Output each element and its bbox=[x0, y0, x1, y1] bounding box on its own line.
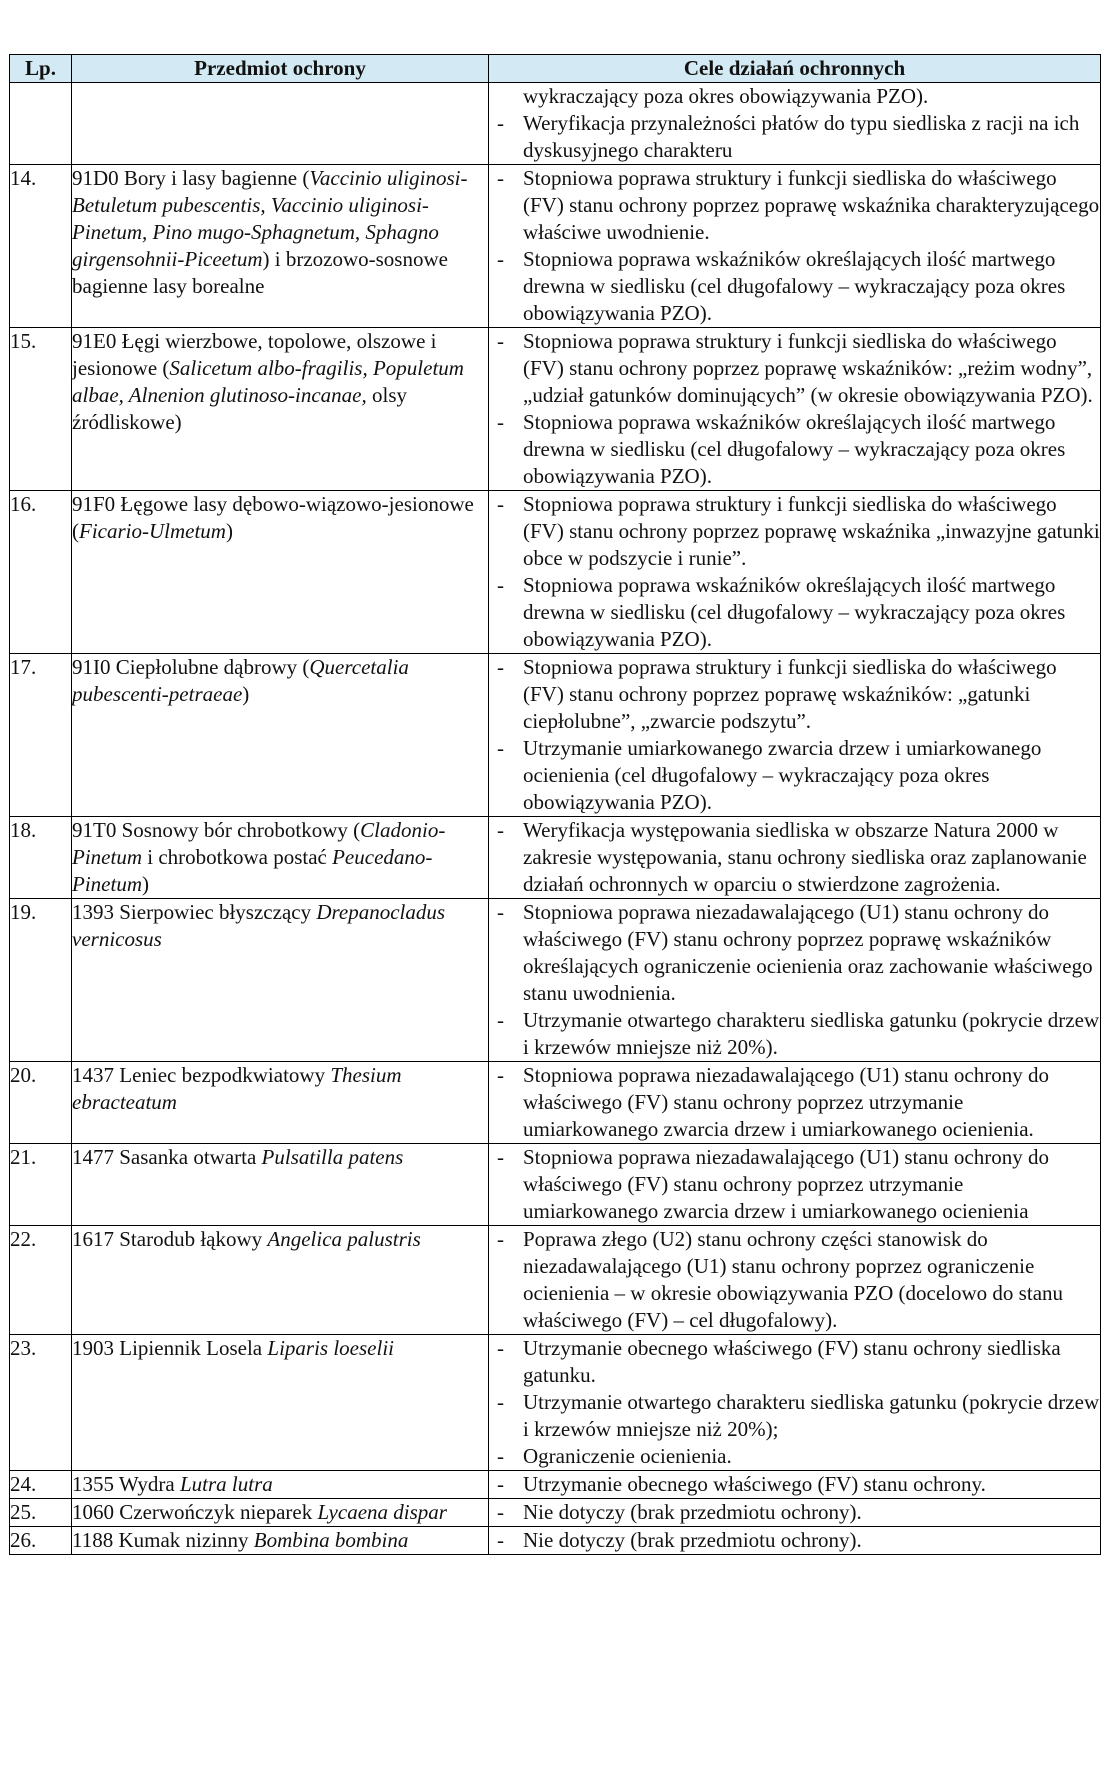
goals-cell bbox=[489, 654, 1101, 817]
table-row bbox=[10, 491, 1101, 654]
goals-cell bbox=[489, 1499, 1101, 1527]
lp-cell: 21. bbox=[10, 1144, 72, 1226]
goal-item bbox=[489, 328, 1100, 409]
subject-cell bbox=[72, 1335, 489, 1471]
dash-bullet: - bbox=[497, 329, 504, 353]
table-row bbox=[10, 328, 1101, 491]
goals-cell bbox=[489, 1471, 1101, 1499]
table-row bbox=[10, 1226, 1101, 1335]
dash-bullet: - bbox=[497, 1528, 504, 1552]
subject-text: 91E0 Łęgi wierzbowe, topolowe, olszowe i jesionowe ( bbox=[72, 329, 437, 380]
latin-name: Lutra lutra bbox=[180, 1472, 273, 1496]
dash-bullet: - bbox=[497, 1145, 504, 1169]
subject-text: 1060 Czerwończyk nieparek bbox=[72, 1500, 318, 1524]
subject-cell bbox=[72, 1499, 489, 1527]
lp-cell: 17. bbox=[10, 654, 72, 817]
lp-cell: 23. bbox=[10, 1335, 72, 1471]
goal-item bbox=[489, 409, 1100, 490]
subject-cell bbox=[72, 1226, 489, 1335]
goal-text: Utrzymanie umiarkowanego zwarcia drzew i umiarkowanego ocienienia (cel długofalowy – wykraczający poza okres obowiązywania PZO). bbox=[523, 736, 1042, 814]
goal-item bbox=[489, 491, 1100, 572]
subject-text: 1188 Kumak nizinny bbox=[72, 1528, 254, 1552]
goal-text: Stopniowa poprawa niezadawalającego (U1) stanu ochrony do właściwego (FV) stanu ochrony poprzez utrzymanie umiarkowanego zwarcia drzew i umiarkowanego ocienienia bbox=[523, 1145, 1049, 1223]
lp-cell: 19. bbox=[10, 899, 72, 1062]
goal-text: Utrzymanie otwartego charakteru siedliska gatunku (pokrycie drzew i krzewów mniejsze niż 20%). bbox=[523, 1008, 1100, 1059]
goal-text: Ograniczenie ocienienia. bbox=[523, 1444, 732, 1468]
lp-cell: 20. bbox=[10, 1062, 72, 1144]
subject-cell bbox=[72, 491, 489, 654]
goal-text: Stopniowa poprawa struktury i funkcji siedliska do właściwego (FV) stanu ochrony poprzez poprawę wskaźników: „reżim wodny”, „udział gatunków dominujących” (w okresie obowiązywania PZO). bbox=[523, 329, 1093, 407]
goals-cell bbox=[489, 328, 1101, 491]
goal-item bbox=[489, 1471, 1100, 1498]
latin-name: Angelica palustris bbox=[267, 1227, 421, 1251]
goal-text: Weryfikacja występowania siedliska w obszarze Natura 2000 w zakresie występowania, stanu ochrony siedliska oraz zaplanowanie działań ochronnych w oparciu o stwierdzone zagrożenia. bbox=[523, 818, 1087, 896]
table-row bbox=[10, 1335, 1101, 1471]
goal-item bbox=[489, 1062, 1100, 1143]
goal-item bbox=[489, 110, 1100, 164]
dash-bullet: - bbox=[497, 1500, 504, 1524]
goals-cell bbox=[489, 1144, 1101, 1226]
subject-text: 91D0 Bory i lasy bagienne ( bbox=[72, 166, 310, 190]
goal-item bbox=[489, 1226, 1100, 1334]
dash-bullet: - bbox=[497, 1063, 504, 1087]
dash-bullet: - bbox=[497, 247, 504, 271]
header-subject: Przedmiot ochrony bbox=[72, 55, 489, 83]
dash-bullet: - bbox=[497, 1444, 504, 1468]
subject-cell bbox=[72, 328, 489, 491]
goal-continuation-text: wykraczający poza okres obowiązywania PZO). bbox=[523, 84, 929, 108]
dash-bullet: - bbox=[497, 111, 504, 135]
dash-bullet: - bbox=[497, 573, 504, 597]
latin-name: Vaccinio uliginosi-Betuletum pubescentis, Vaccinio uliginosi-Pinetum, Pino mugo-Sphagnetum, Sphagno girgensohnii-Piceetum bbox=[72, 166, 468, 271]
latin-name: Lycaena dispar bbox=[317, 1500, 447, 1524]
table-row bbox=[10, 1062, 1101, 1144]
goal-text: Stopniowa poprawa niezadawalającego (U1) stanu ochrony do właściwego (FV) stanu ochrony poprzez utrzymanie umiarkowanego zwarcia drzew i umiarkowanego ocienienia. bbox=[523, 1063, 1049, 1141]
subject-text: 1903 Lipiennik Losela bbox=[72, 1336, 268, 1360]
subject-cell bbox=[72, 817, 489, 899]
goal-item bbox=[489, 735, 1100, 816]
dash-bullet: - bbox=[497, 900, 504, 924]
goal-text: Stopniowa poprawa struktury i funkcji siedliska do właściwego (FV) stanu ochrony poprzez poprawę wskaźników: „gatunki ciepłolubne”, „zwarcie podszytu”. bbox=[523, 655, 1057, 733]
subject-text: 91I0 Ciepłolubne dąbrowy ( bbox=[72, 655, 310, 679]
latin-name: Liparis loeselii bbox=[267, 1336, 394, 1360]
header-row bbox=[10, 55, 1101, 83]
table-row bbox=[10, 899, 1101, 1062]
goal-text: Stopniowa poprawa struktury i funkcji siedliska do właściwego (FV) stanu ochrony poprzez poprawę wskaźnika charakteryzującego właściwe uwodnienie. bbox=[523, 166, 1100, 244]
goals-cell bbox=[489, 1527, 1101, 1555]
latin-name: Peucedano-Pinetum bbox=[72, 845, 433, 896]
dash-bullet: - bbox=[497, 1390, 504, 1414]
dash-bullet: - bbox=[497, 1008, 504, 1032]
lp-cell: 22. bbox=[10, 1226, 72, 1335]
dash-bullet: - bbox=[497, 1336, 504, 1360]
dash-bullet: - bbox=[497, 1472, 504, 1496]
goal-text: Utrzymanie otwartego charakteru siedliska gatunku (pokrycie drzew i krzewów mniejsze niż 20%); bbox=[523, 1390, 1100, 1441]
subject-text: ) bbox=[242, 682, 250, 706]
subject-cell bbox=[72, 654, 489, 817]
latin-name: Pulsatilla patens bbox=[261, 1145, 404, 1169]
goal-item bbox=[489, 1335, 1100, 1389]
goal-text: Stopniowa poprawa wskaźników określających ilość martwego drewna w siedlisku (cel długofalowy – wykraczający poza okres obowiązywania PZO). bbox=[523, 247, 1066, 325]
lp-cell: 15. bbox=[10, 328, 72, 491]
goals-cell bbox=[489, 1335, 1101, 1471]
goal-text: Stopniowa poprawa wskaźników określających ilość martwego drewna w siedlisku (cel długofalowy – wykraczający poza okres obowiązywania PZO). bbox=[523, 573, 1066, 651]
subject-text: 1355 Wydra bbox=[72, 1472, 180, 1496]
goal-item bbox=[489, 572, 1100, 653]
goals-cell bbox=[489, 899, 1101, 1062]
latin-name: Quercetalia pubescenti-petraeae bbox=[72, 655, 409, 706]
subject-cell bbox=[72, 1144, 489, 1226]
goal-item bbox=[489, 1389, 1100, 1443]
lp-cell: 14. bbox=[10, 165, 72, 328]
subject-text: 91F0 Łęgowe lasy dębowo-wiązowo-jesionowe ( bbox=[72, 492, 474, 543]
dash-bullet: - bbox=[497, 166, 504, 190]
dash-bullet: - bbox=[497, 1227, 504, 1251]
subject-cell bbox=[72, 1527, 489, 1555]
goal-item bbox=[489, 1499, 1100, 1526]
subject-cell bbox=[72, 83, 489, 165]
goal-item bbox=[489, 1144, 1100, 1225]
subject-cell bbox=[72, 1471, 489, 1499]
goal-text: Nie dotyczy (brak przedmiotu ochrony). bbox=[523, 1500, 862, 1524]
header-lp: Lp. bbox=[10, 55, 72, 83]
goal-text: Nie dotyczy (brak przedmiotu ochrony). bbox=[523, 1528, 862, 1552]
subject-text: ) bbox=[225, 519, 233, 543]
dash-bullet: - bbox=[497, 818, 504, 842]
goal-text: Utrzymanie obecnego właściwego (FV) stanu ochrony. bbox=[523, 1472, 986, 1496]
conservation-goals-table bbox=[9, 54, 1101, 1555]
latin-name: Ficario-Ulmetum bbox=[79, 519, 226, 543]
lp-cell bbox=[10, 83, 72, 165]
subject-cell bbox=[72, 165, 489, 328]
goals-cell bbox=[489, 83, 1101, 165]
goal-text: Stopniowa poprawa niezadawalającego (U1) stanu ochrony do właściwego (FV) stanu ochrony poprzez poprawę wskaźników określających ograniczenie ocienienia oraz zachowanie właściwego stanu uwodnienia. bbox=[523, 900, 1093, 1005]
lp-cell: 18. bbox=[10, 817, 72, 899]
subject-cell bbox=[72, 1062, 489, 1144]
table-row bbox=[10, 1471, 1101, 1499]
subject-text: 1437 Leniec bezpodkwiatowy bbox=[72, 1063, 331, 1087]
latin-name: Cladonio-Pinetum bbox=[72, 818, 446, 869]
subject-text: 1477 Sasanka otwarta bbox=[72, 1145, 262, 1169]
dash-bullet: - bbox=[497, 736, 504, 760]
dash-bullet: - bbox=[497, 655, 504, 679]
goal-item bbox=[489, 654, 1100, 735]
goals-cell bbox=[489, 491, 1101, 654]
goal-item bbox=[489, 817, 1100, 898]
lp-cell: 16. bbox=[10, 491, 72, 654]
table-row bbox=[10, 1499, 1101, 1527]
dash-bullet: - bbox=[497, 492, 504, 516]
goals-cell bbox=[489, 817, 1101, 899]
goals-cell bbox=[489, 1226, 1101, 1335]
goals-cell bbox=[489, 165, 1101, 328]
table-row bbox=[10, 654, 1101, 817]
table-row bbox=[10, 1144, 1101, 1226]
goal-item bbox=[489, 1443, 1100, 1470]
goal-item bbox=[489, 165, 1100, 246]
table-row bbox=[10, 817, 1101, 899]
goal-item bbox=[489, 1527, 1100, 1554]
continuation-row bbox=[10, 83, 1101, 165]
subject-text: ) i brzozowo-sosnowe bagienne lasy borealne bbox=[72, 247, 448, 298]
lp-cell: 26. bbox=[10, 1527, 72, 1555]
subject-text: olsy źródliskowe) bbox=[72, 383, 408, 434]
subject-text: i chrobotkowa postać bbox=[141, 845, 333, 869]
subject-cell bbox=[72, 899, 489, 1062]
subject-text: 1393 Sierpowiec błyszczący bbox=[72, 900, 317, 924]
latin-name: Bombina bombina bbox=[253, 1528, 409, 1552]
goal-text: Stopniowa poprawa struktury i funkcji siedliska do właściwego (FV) stanu ochrony poprzez poprawę wskaźnika „inwazyjne gatunki obce w podszycie i runie”. bbox=[523, 492, 1100, 570]
goal-item bbox=[489, 246, 1100, 327]
lp-cell: 24. bbox=[10, 1471, 72, 1499]
subject-text: 1617 Starodub łąkowy bbox=[72, 1227, 268, 1251]
subject-text: 91T0 Sosnowy bór chrobotkowy ( bbox=[72, 818, 361, 842]
goals-cell bbox=[489, 1062, 1101, 1144]
table-row bbox=[10, 1527, 1101, 1555]
table-row bbox=[10, 165, 1101, 328]
latin-name: Salicetum albo-fragilis, Populetum albae, Alnenion glutinoso-incanae, bbox=[72, 356, 464, 407]
goal-text: Utrzymanie obecnego właściwego (FV) stanu ochrony siedliska gatunku. bbox=[523, 1336, 1061, 1387]
dash-bullet: - bbox=[497, 410, 504, 434]
goal-text: Stopniowa poprawa wskaźników określających ilość martwego drewna w siedlisku (cel długofalowy – wykraczający poza okres obowiązywania PZO). bbox=[523, 410, 1066, 488]
goal-text: Weryfikacja przynależności płatów do typu siedliska z racji na ich dyskusyjnego charakteru bbox=[523, 111, 1080, 162]
goal-item bbox=[489, 899, 1100, 1007]
latin-name: Thesium ebracteatum bbox=[72, 1063, 402, 1114]
subject-text: ) bbox=[141, 872, 149, 896]
header-goals: Cele działań ochronnych bbox=[489, 55, 1101, 83]
lp-cell: 25. bbox=[10, 1499, 72, 1527]
goal-item bbox=[489, 1007, 1100, 1061]
latin-name: Drepanocladus vernicosus bbox=[72, 900, 446, 951]
goal-text: Poprawa złego (U2) stanu ochrony części stanowisk do niezadawalającego (U1) stanu ochrony poprzez ograniczenie ocienienia – w okresie obowiązywania PZO (docelowo do stanu właściwego (FV) – cel długofalowy). bbox=[523, 1227, 1064, 1332]
